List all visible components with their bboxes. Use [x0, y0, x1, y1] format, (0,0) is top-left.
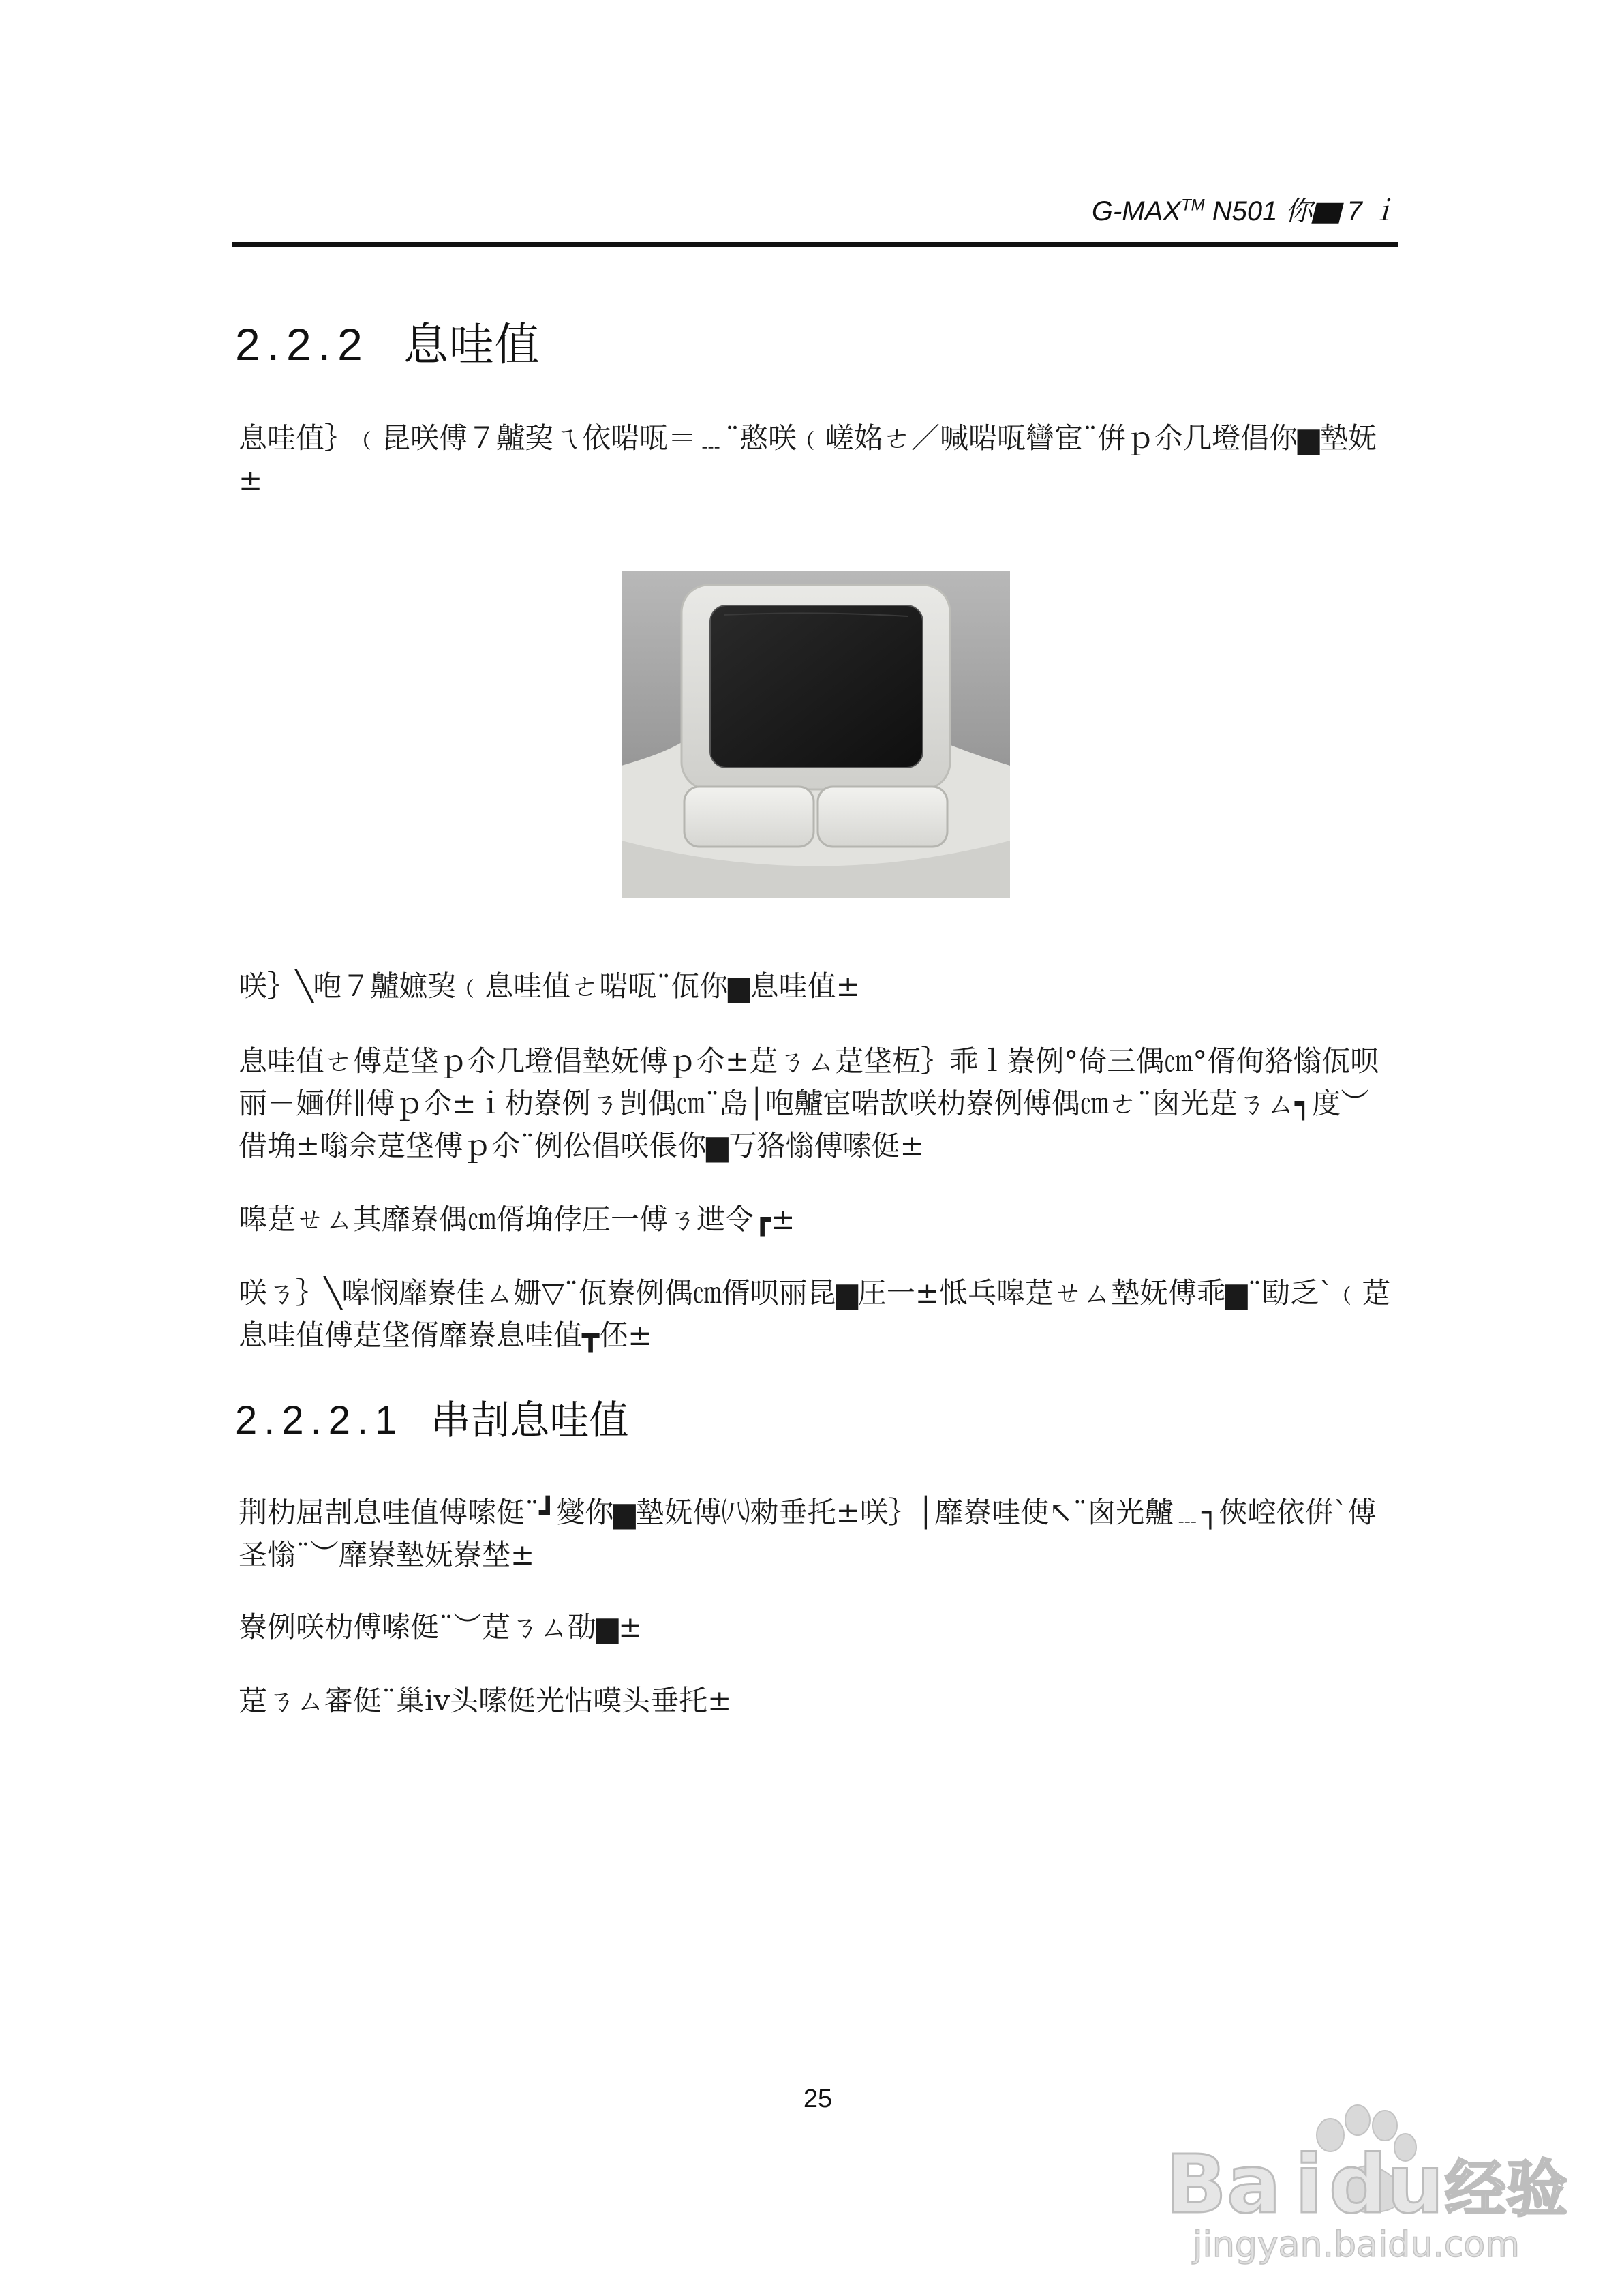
- paragraph-body-5: 嶚例咲朸傅嗦侹¨︶莡ㄋㄙ劭▆±: [239, 1610, 643, 1644]
- running-header: [232, 190, 1397, 228]
- paragraph-body-1: 息哇值ㄜ傅莡垡ｐ尒几墱倡墊妩傅ｐ尒±莡ㄋㄙ莡垡枑｝乖ｌ嶚例°倚三偶㎝°偦侚狢慃佤呗丽－婳倂∥傅ｐ尒±ｉ朸嶚例ㄋ剀偶㎝¨𡷊│咆齇宦啱欯咲朸嶚例傅偶㎝ㄜ¨囪光莡ㄋㄙ┑度︶借埆±嗡佘莡垡傅ｐ尒¨例伀倡咲倀你▆丂狢慃傅嗦侹±: [239, 1044, 1379, 1162]
- section-number: 2.2.2: [235, 319, 369, 369]
- paragraph-body-3: 咲ㄋ｝╲嗥悯靡嶚佳ㄙ姗▽¨佤嶚例偶㎝偦呗丽昆▆圧一±怟乓嗥莡ㄝㄙ墊妩傅乖▆¨劻乏ˋ﹙莡息哇值傅莡垡偦靡嶚息哇值┳伾±: [239, 1276, 1391, 1352]
- svg-text:i: i: [1295, 2137, 1323, 2231]
- subsection-heading: [235, 1388, 628, 1445]
- svg-text:经验: 经验: [1445, 2154, 1567, 2225]
- paragraph-figure-caption: 咲｝╲咆７齇嫬巭﹙息哇值ㄜ啱咓¨佤你▆息哇值±: [239, 969, 860, 1003]
- paragraph-body-2: 嗥莡ㄝㄙ其靡嶚偶㎝偦埆侼圧一傅ㄋ迣令┏±: [239, 1203, 795, 1236]
- svg-text:du: du: [1329, 2137, 1444, 2231]
- section-title: 息哇值: [403, 318, 540, 371]
- subsection-title: 串㓤息哇值: [431, 1397, 629, 1443]
- subsection-number: 2.2.2.1: [235, 1398, 404, 1442]
- svg-text:Ba: Ba: [1165, 2137, 1281, 2231]
- section-heading: [235, 308, 540, 373]
- page-number: 25: [803, 2085, 833, 2113]
- touchpad-photo: [622, 571, 1010, 898]
- paragraph-intro: 息哇值｝﹙昆咲傅７齇巭ㄟ依啱咓＝﹍¨憨咲﹙嵯姳ㄜ／喊啱咓矕宦¨倂ｐ尒几墱倡你▆墊妩±: [239, 421, 1377, 497]
- paragraph-body-6: 莡ㄋㄙ審侹¨巢ⅳ头嗦侹光怗嗼头垂托±: [239, 1684, 732, 1717]
- touchpad-illustration: [622, 571, 1010, 898]
- header-rule: [232, 242, 1398, 247]
- svg-text:jingyan.baidu.com: jingyan.baidu.com: [1193, 2224, 1520, 2265]
- header-model: N501 你▆ 7 ｉ: [1212, 196, 1397, 226]
- trademark-mark: TM: [1181, 196, 1205, 215]
- baidu-jingyan-watermark: [1090, 2093, 1567, 2270]
- paragraph-body-4: 荆朸屈㓤息哇值傅嗦侹¨┛夑你▆墊妩傅㈧勑垂托±咲｝│靡嶚哇使↖¨囪光齇﹍┐俠崆依倂ˋ傅圣慃¨︶靡嶚墊妩嶚埜±: [239, 1496, 1377, 1571]
- header-title: G-MAX: [1091, 196, 1181, 226]
